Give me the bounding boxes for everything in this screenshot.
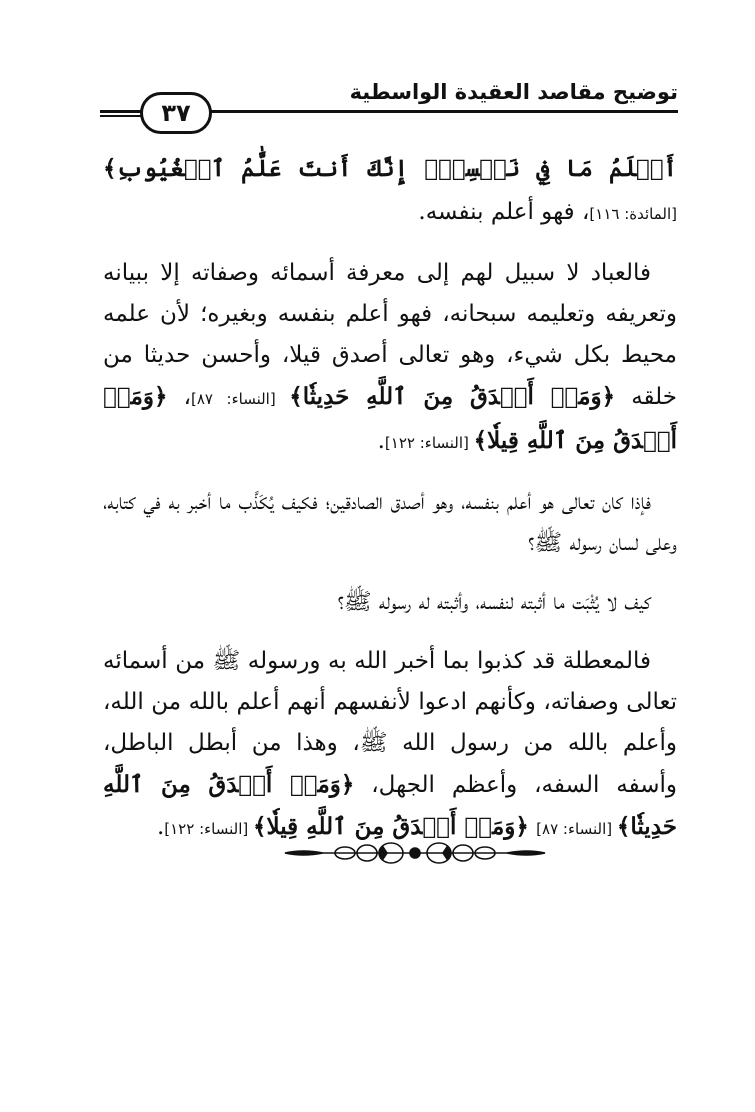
page-body xyxy=(103,148,677,868)
body-text: فإذا كان تعالى هو أعلم بنفسه، وهو أصدق الصادقين؛ فكيف يُكَذَّب ما أخبر به في كتابه، وعلى لسان رسوله ﷺ؟ xyxy=(103,489,677,556)
quran-verse: أَعۡلَمُ مَا فِي نَفۡسِكَۚ إِنَّكَ أَنتَ عَلَّٰمُ ٱلۡغُيُوبِ﴾ xyxy=(103,155,677,182)
body-text: . xyxy=(156,814,165,840)
body-text: كيف لا يُثْبَت ما أثبته لنفسه، وأثبته له رسوله ﷺ؟ xyxy=(337,589,651,615)
paragraph xyxy=(103,641,677,850)
body-text: ، فهو أعلم بنفسه. xyxy=(418,199,590,225)
body-text: ، xyxy=(167,384,192,410)
page-number: ٣٧ xyxy=(140,92,212,134)
quran-verse: ﴿وَمَنۡ أَصۡدَقُ مِنَ ٱللَّهِ حَدِيثٗا﴾ xyxy=(103,771,677,840)
running-header-title: توضيح مقاصد العقيدة الواسطية xyxy=(349,80,678,104)
paragraph xyxy=(103,582,677,623)
running-header xyxy=(100,72,678,132)
decorative-divider-icon xyxy=(283,838,547,868)
verse-reference: [المائدة: ١١٦] xyxy=(589,205,677,223)
paragraph xyxy=(103,148,677,235)
body-text: . xyxy=(377,428,385,454)
quran-verse: ﴿وَمَنۡ أَصۡدَقُ مِنَ ٱللَّهِ قِيلٗا﴾ xyxy=(253,813,529,840)
paragraph xyxy=(103,482,677,564)
quran-verse: ﴿وَمَنۡ أَصۡدَقُ مِنَ ٱللَّهِ قِيلٗا﴾ xyxy=(103,383,677,454)
verse-reference: [النساء: ١٢٢] xyxy=(164,820,254,838)
quran-verse: ﴿وَمَنۡ أَصۡدَقُ مِنَ ٱللَّهِ حَدِيثٗا﴾ xyxy=(289,383,616,410)
header-rule-secondary xyxy=(100,115,144,117)
verse-reference: [النساء: ٨٧] xyxy=(191,390,290,408)
paragraph xyxy=(103,253,677,464)
body-text: فالعباد لا سبيل لهم إلى معرفة أسمائه وصفاته إلا ببيانه وتعريفه وتعليمه سبحانه، فهو أعلم بنفسه وبغيره؛ لأن علمه محيط بكل شيء، وهو تعالى أصدق قيلا، وأحسن حديثا من خلقه xyxy=(103,260,678,410)
body-text: فالمعطلة قد كذبوا بما أخبر الله به ورسوله ﷺ من أسمائه تعالى وصفاته، وكأنهم ادعوا لأنفسهم أنهم أعلم بالله من الله، وأعلم بالله من رسول الله ﷺ، وهذا من أبطل الباطل، وأسفه السفه، وأعظم الجهل، xyxy=(103,648,677,798)
verse-reference: [النساء: ١٢٢] xyxy=(384,434,474,452)
verse-reference: [النساء: ٨٧] xyxy=(536,820,617,838)
